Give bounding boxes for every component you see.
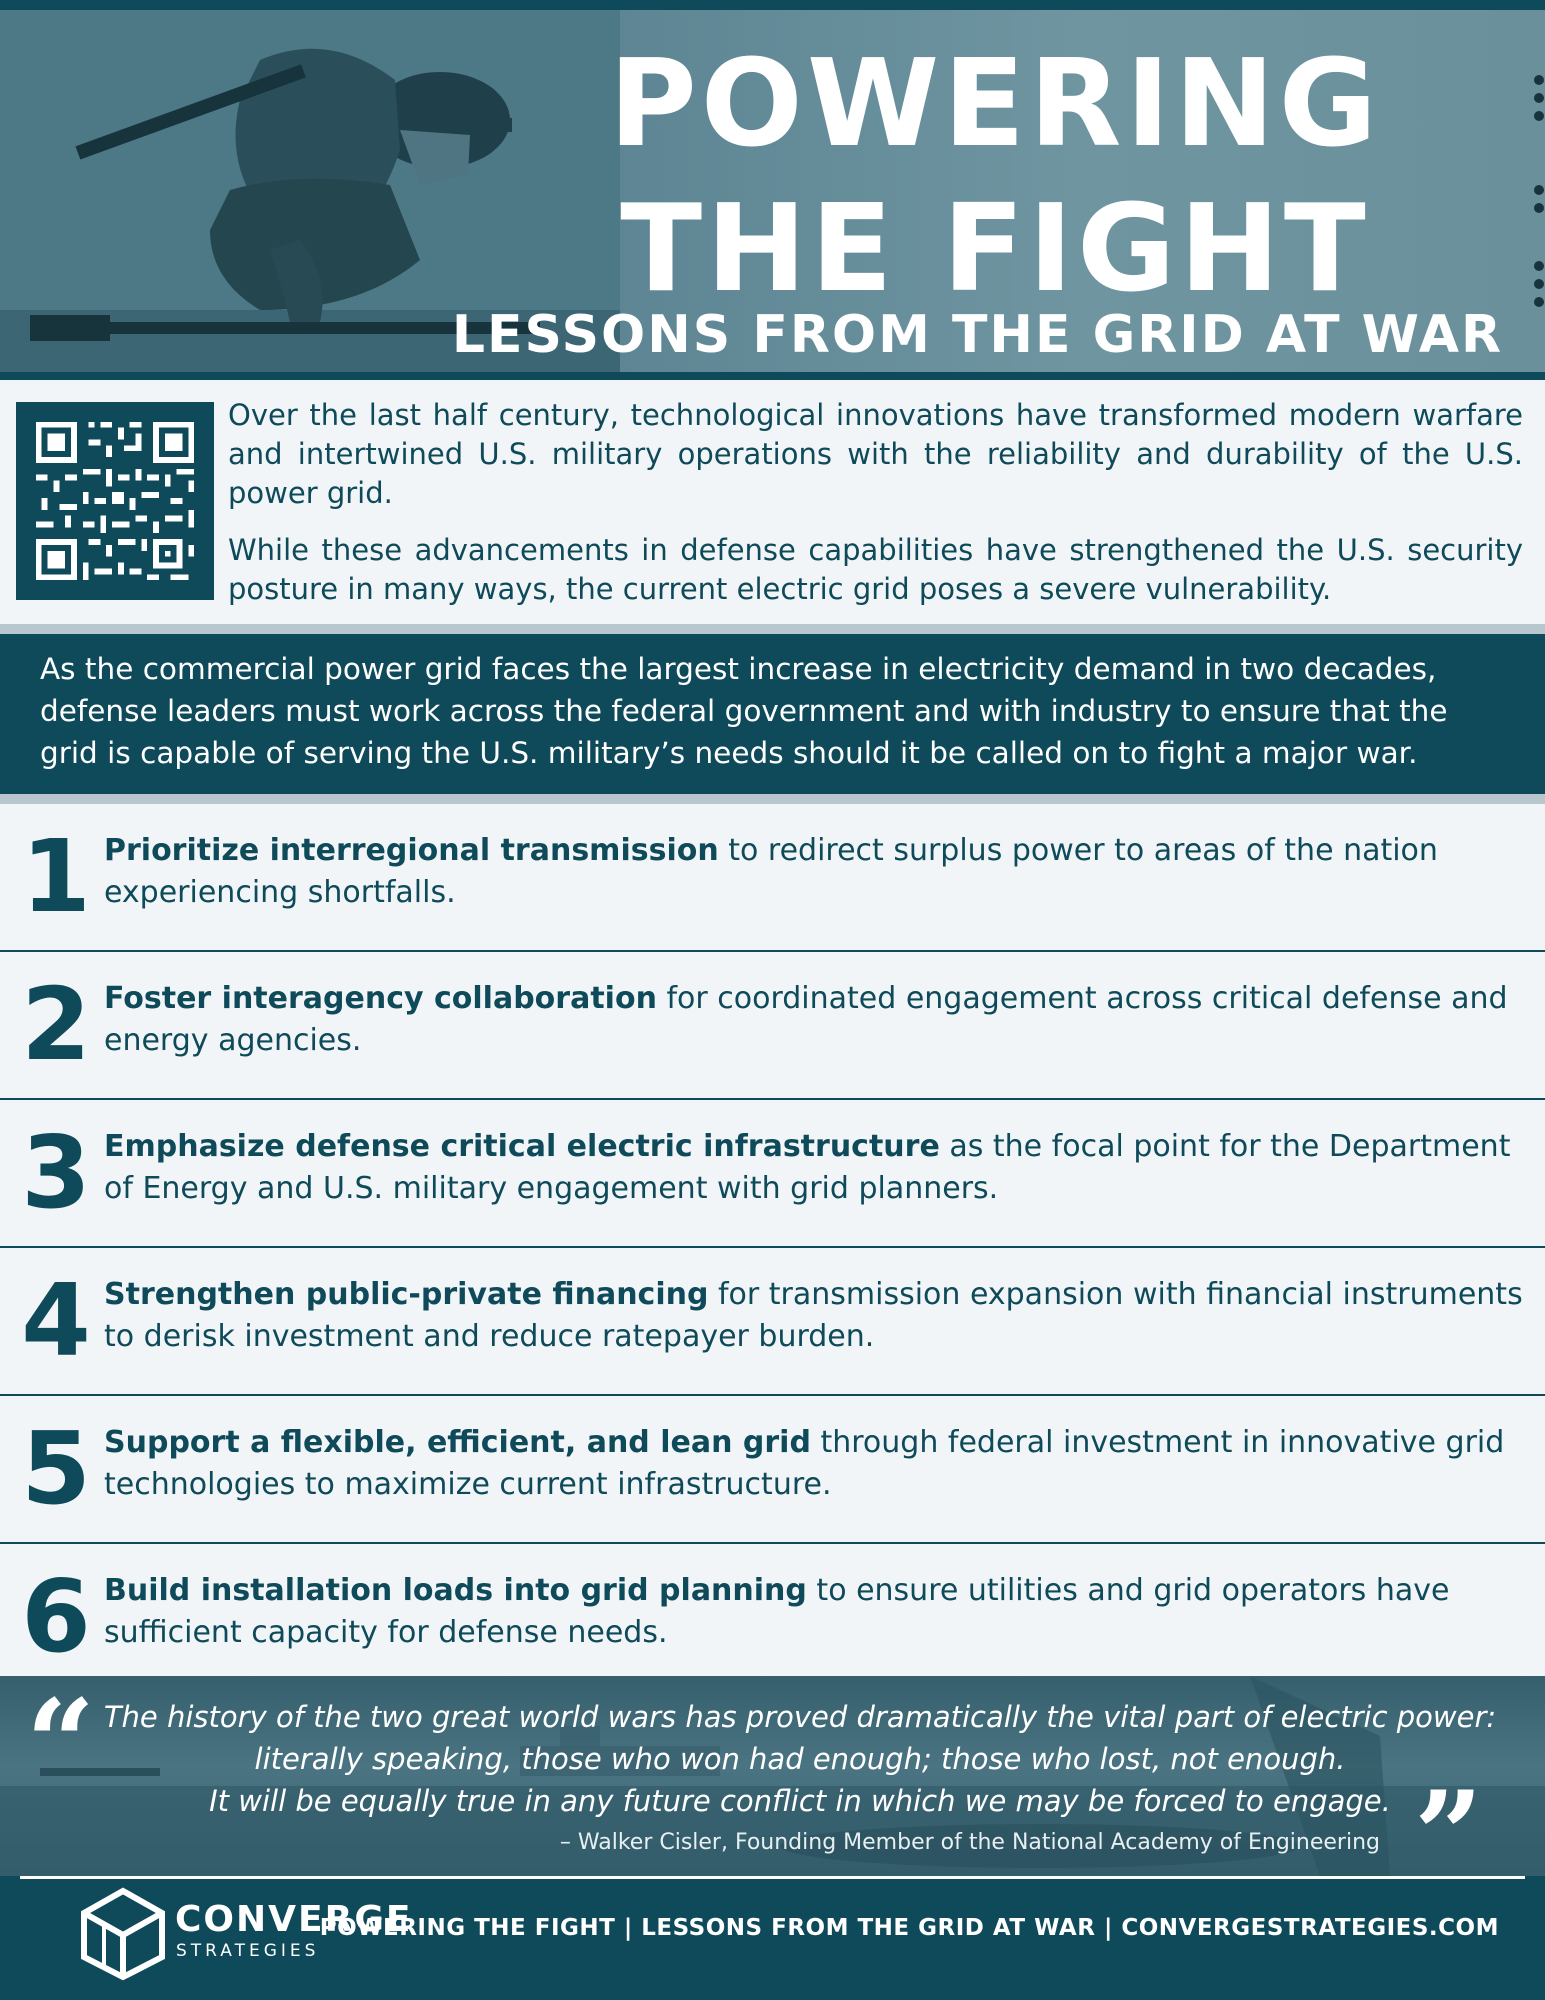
- quote-section: [0, 1676, 1545, 1876]
- open-quote-icon: “: [26, 1676, 96, 1814]
- recommendation-heading: Emphasize defense critical electric infrastructure: [104, 1129, 940, 1164]
- recommendation-number: 4: [21, 1262, 91, 1379]
- intro-paragraph-2: While these advancements in defense capabilities have strengthened the U.S. security posture in many ways, the current electric grid poses a severe vulnerability.: [228, 533, 1523, 606]
- quote-attribution: – Walker Cisler, Founding Member of the National Academy of Engineering: [559, 1830, 1380, 1855]
- page-title: [595, 32, 1395, 322]
- recommendation-item: [0, 1248, 1545, 1396]
- recommendation-body: as the focal point for the Department of Energy and U.S. military engagement with grid planners.: [104, 1129, 1511, 1206]
- quote-text: [100, 1696, 1500, 1822]
- recommendation-item: [0, 1544, 1545, 1682]
- page-subtitle: LESSONS FROM THE GRID AT WAR: [451, 305, 1503, 365]
- hexagon-cube-logo-icon[interactable]: [78, 1885, 168, 1981]
- recommendation-heading: Prioritize interregional transmission: [104, 833, 719, 868]
- recommendation-text: [104, 978, 1524, 1062]
- recommendation-text: [104, 1570, 1524, 1654]
- recommendation-text: [104, 1274, 1524, 1358]
- recommendations-list: [0, 804, 1545, 1682]
- recommendation-body: for transmission expansion with financial instruments to derisk investment and reduce ratepayer burden.: [104, 1277, 1523, 1354]
- recommendation-text: [104, 830, 1524, 914]
- recommendation-item: [0, 1396, 1545, 1544]
- qr-code-icon[interactable]: [16, 402, 214, 600]
- intro-section: [0, 380, 1545, 624]
- callout-box: [0, 634, 1545, 794]
- recommendation-number: 3: [21, 1114, 91, 1231]
- recommendation-body: to redirect surplus power to areas of the nation experiencing shortfalls.: [104, 833, 1438, 910]
- quote-line-3: It will be equally true in any future conflict in which we may be forced to engage.: [209, 1784, 1391, 1818]
- title-line-1: POWERING: [608, 35, 1382, 174]
- recommendation-item: [0, 804, 1545, 952]
- recommendation-number: 5: [21, 1410, 91, 1527]
- recommendation-body: to ensure utilities and grid operators have sufficient capacity for defense needs.: [104, 1573, 1450, 1650]
- intro-text: [228, 396, 1523, 627]
- intro-paragraph-1: Over the last half century, technological innovations have transformed modern warfare and intertwined U.S. military operations with the reliability and durability of the U.S. power grid.: [228, 398, 1523, 510]
- recommendation-text: [104, 1126, 1524, 1210]
- recommendation-item: [0, 1100, 1545, 1248]
- close-quote-icon: ”: [1413, 1765, 1483, 1876]
- hero-banner: [0, 0, 1545, 380]
- recommendation-heading: Support a flexible, efficient, and lean grid: [104, 1425, 811, 1460]
- divider: [0, 624, 1545, 634]
- recommendation-body: for coordinated engagement across critical defense and energy agencies.: [104, 981, 1508, 1058]
- recommendation-heading: Build installation loads into grid planning: [104, 1573, 807, 1608]
- quote-line-1: The history of the two great world wars has proved dramatically the vital part of electric power:: [103, 1700, 1497, 1734]
- recommendation-text: [104, 1422, 1524, 1506]
- film-strip-dots-icon: [1525, 70, 1545, 310]
- recommendation-item: [0, 952, 1545, 1100]
- brand-name: CONVERGE: [175, 1899, 413, 1940]
- recommendation-number: 2: [21, 966, 91, 1083]
- callout-text: As the commercial power grid faces the largest increase in electricity demand in two decades, defense leaders must work across the federal government and with industry to ensure that the grid is capable of serving the U.S. military’s needs should it be called on to fight a major war.: [40, 652, 1448, 770]
- quote-line-2: literally speaking, those who won had enough; those who lost, not enough.: [254, 1742, 1346, 1776]
- footer-text[interactable]: POWERING THE FIGHT | LESSONS FROM THE GRID AT WAR | CONVERGESTRATEGIES.COM: [319, 1915, 1499, 1941]
- brand-tagline: STRATEGIES: [176, 1941, 320, 1961]
- recommendation-number: 1: [21, 818, 91, 935]
- title-line-2: THE FIGHT: [620, 180, 1370, 319]
- divider: [0, 794, 1545, 804]
- recommendation-number: 6: [21, 1558, 91, 1675]
- footer: [0, 1879, 1545, 2000]
- recommendation-heading: Foster interagency collaboration: [104, 981, 657, 1016]
- recommendation-body: through federal investment in innovative grid technologies to maximize current infrastructure.: [104, 1425, 1505, 1502]
- recommendation-heading: Strengthen public-private financing: [104, 1277, 709, 1312]
